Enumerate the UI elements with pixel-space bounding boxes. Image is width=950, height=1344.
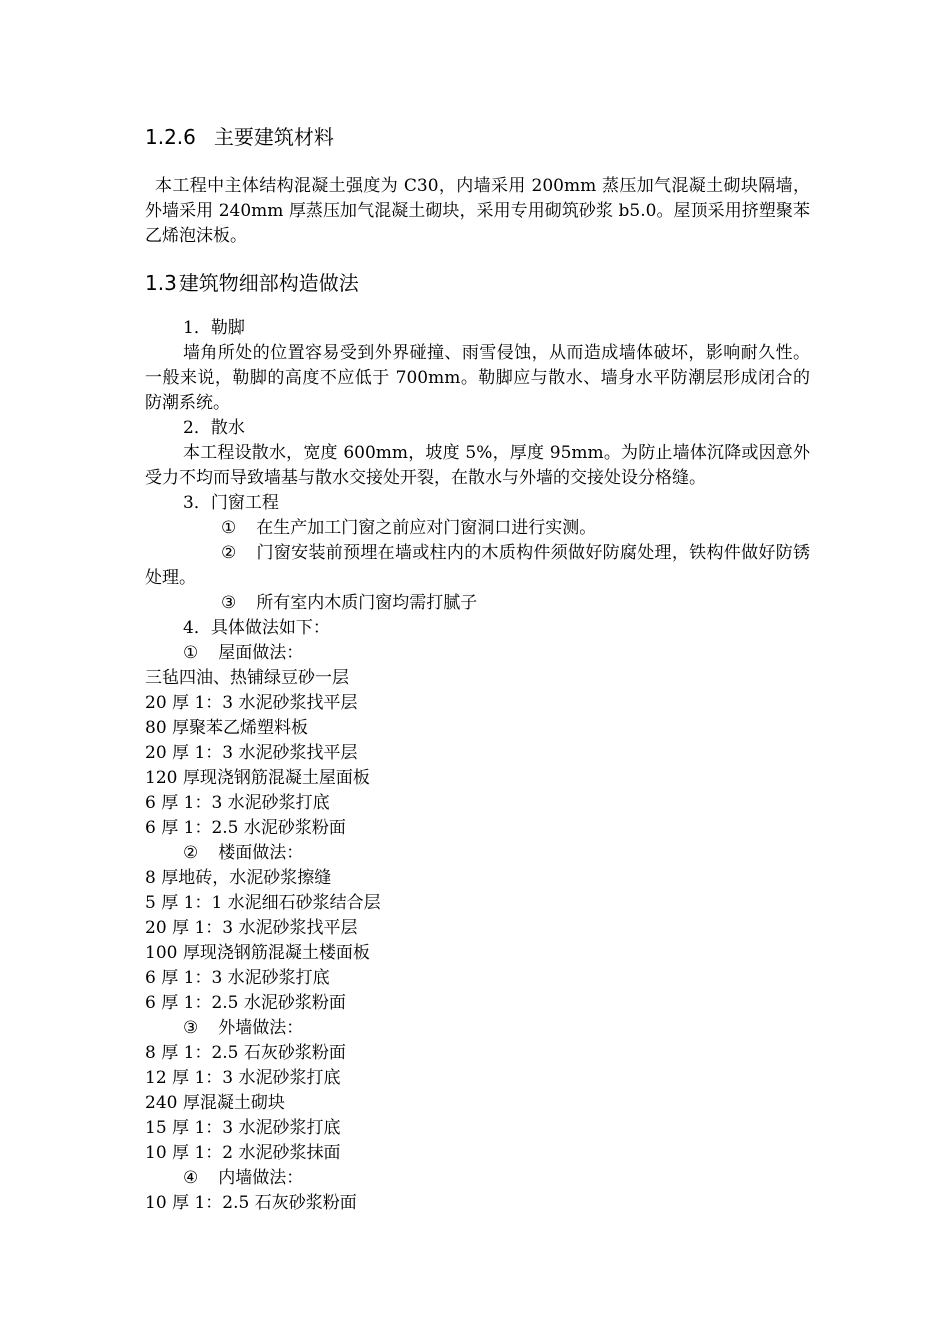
list-marker: ②: [221, 543, 237, 563]
list-marker: ④: [183, 1168, 199, 1188]
list-item-text: 门窗安装前预埋在墙或柱内的木质构件须做好防腐处理，铁构件做好防锈处理。: [145, 543, 810, 588]
layer-line: 120 厚现浇钢筋混凝土屋面板: [145, 768, 370, 788]
layer-line: 20 厚 1：3 水泥砂浆找平层: [145, 743, 358, 763]
layer-line: 240 厚混凝土砌块: [145, 1093, 285, 1113]
layer-line: 20 厚 1：3 水泥砂浆找平层: [145, 693, 358, 713]
item-heading-apron: 2．散水: [183, 418, 245, 438]
layer-line: 10 厚 1：2.5 石灰砂浆粉面: [145, 1193, 357, 1213]
page-content: [145, 122, 810, 1216]
group-heading-interior-wall: [145, 1166, 810, 1191]
group-title: 外墙做法：: [218, 1018, 304, 1038]
item-body-apron: 本工程设散水，宽度 600mm，坡度 5%，厚度 95mm。为防止墙体沉降或因意外受力不均而导致墙基与散水交接处开裂，在散水与外墙的交接处设分格缝。: [145, 443, 810, 488]
list-marker: ③: [183, 1018, 199, 1038]
group-title: 楼面做法：: [218, 843, 304, 863]
layer-line: 8 厚地砖，水泥砂浆擦缝: [145, 868, 332, 888]
materials-paragraph: 本工程中主体结构混凝土强度为 C30，内墙采用 200mm 蒸压加气混凝土砌块隔墙，外墙采用 240mm 厚蒸压加气混凝土砌块，采用专用砌筑砂浆 b5.0。屋顶采用挤塑聚苯乙烯泡沫板。: [145, 176, 810, 246]
section-1-3-body: [145, 316, 810, 1216]
list-item: [145, 516, 810, 541]
layer-line: 20 厚 1：3 水泥砂浆找平层: [145, 918, 358, 938]
layer-line: 三毡四油、热铺绿豆砂一层: [145, 668, 349, 688]
layer-line: 6 厚 1：3 水泥砂浆打底: [145, 968, 330, 988]
group-heading-exterior-wall: [145, 1016, 810, 1041]
list-marker: ①: [183, 643, 199, 663]
layer-line: 15 厚 1：3 水泥砂浆打底: [145, 1118, 341, 1138]
section-heading-1-3: [145, 268, 810, 298]
list-item-text: 在生产加工门窗之前应对门窗洞口进行实测。: [256, 518, 597, 538]
item-body-plinth: 墙角所处的位置容易受到外界碰撞、雨雪侵蚀，从而造成墙体破坏，影响耐久性。一般来说，勒脚的高度不应低于 700mm。勒脚应与散水、墙身水平防潮层形成闭合的防潮系统。: [145, 343, 810, 413]
group-title: 屋面做法：: [218, 643, 304, 663]
layer-line: 6 厚 1：2.5 水泥砂浆粉面: [145, 993, 346, 1013]
layer-line: 5 厚 1：1 水泥细石砂浆结合层: [145, 893, 381, 913]
item-heading-plinth: 1．勒脚: [183, 318, 245, 338]
list-item-text: 所有室内木质门窗均需打腻子: [256, 593, 478, 613]
item-heading-doors-windows: 3．门窗工程: [183, 493, 279, 513]
list-marker: ①: [221, 518, 237, 538]
section-number: 1.2.6: [145, 125, 196, 149]
layer-line: 10 厚 1：2 水泥砂浆抹面: [145, 1143, 341, 1163]
layer-line: 80 厚聚苯乙烯塑料板: [145, 718, 309, 738]
layer-line: 12 厚 1：3 水泥砂浆打底: [145, 1068, 341, 1088]
section-title: 主要建筑材料: [213, 125, 334, 149]
layer-line: 6 厚 1：3 水泥砂浆打底: [145, 793, 330, 813]
layer-line: 6 厚 1：2.5 水泥砂浆粉面: [145, 818, 346, 838]
list-item: [145, 591, 810, 616]
section-heading-1-2-6: [145, 122, 810, 152]
chapter-block: [145, 268, 810, 298]
group-title: 内墙做法：: [218, 1168, 304, 1188]
section-title: 建筑物细部构造做法: [178, 271, 359, 295]
list-marker: ③: [221, 593, 237, 613]
section-number: 1.3: [145, 271, 177, 295]
layer-line: 100 厚现浇钢筋混凝土楼面板: [145, 943, 370, 963]
list-marker: ②: [183, 843, 199, 863]
list-item: [145, 541, 810, 591]
group-heading-floor: [145, 841, 810, 866]
item-heading-specific-methods: 4．具体做法如下：: [183, 618, 330, 638]
layer-line: 8 厚 1：2.5 石灰砂浆粉面: [145, 1043, 346, 1063]
group-heading-roof: [145, 641, 810, 666]
